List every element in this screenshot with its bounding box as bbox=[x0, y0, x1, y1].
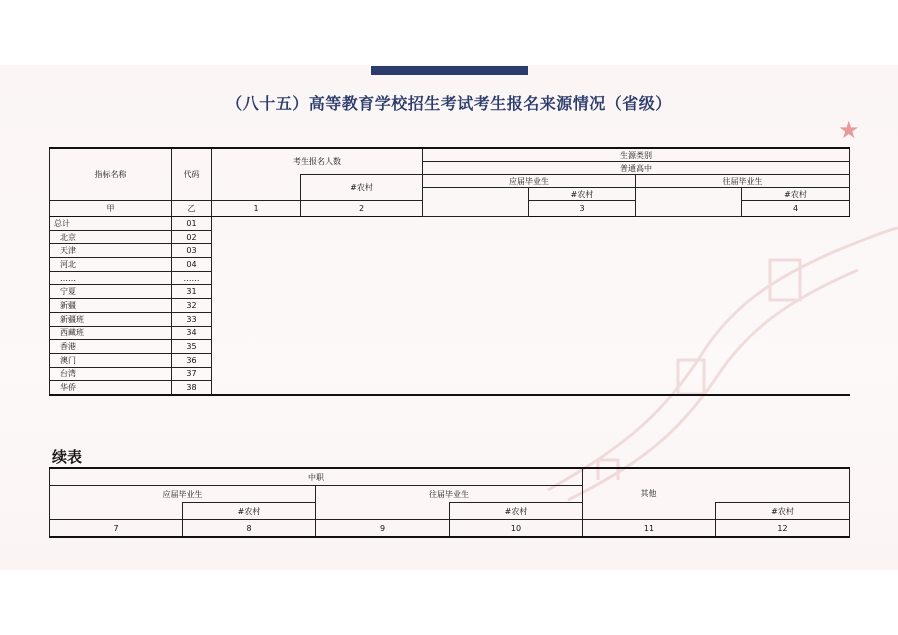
continued-table bbox=[49, 467, 850, 538]
row-name: …… bbox=[50, 271, 172, 285]
indicator-header: 指标名称 bbox=[50, 148, 172, 201]
row-name: 台湾 bbox=[50, 367, 172, 381]
row-name: 新疆班 bbox=[50, 312, 172, 326]
title-accent-bar bbox=[371, 66, 528, 75]
row-code: 35 bbox=[172, 340, 212, 354]
row-code: …… bbox=[172, 271, 212, 285]
row-name: 新疆 bbox=[50, 299, 172, 313]
code-header: 代码 bbox=[172, 148, 212, 201]
row-name: 北京 bbox=[50, 230, 172, 244]
row-code: 01 bbox=[172, 217, 212, 231]
row-name: 华侨 bbox=[50, 381, 172, 395]
col-number-2: 2 bbox=[301, 201, 423, 217]
col-number-12: 12 bbox=[716, 520, 850, 538]
past-graduates-header: 往届毕业生 bbox=[316, 486, 583, 503]
col-number-11: 11 bbox=[583, 520, 716, 538]
row-code: 36 bbox=[172, 353, 212, 367]
col-number-10: 10 bbox=[450, 520, 583, 538]
page-title: （八十五）高等教育学校招生考试考生报名来源情况（省级） bbox=[226, 94, 672, 113]
secondary-vocational-header: 中职 bbox=[50, 468, 583, 486]
row-code: 38 bbox=[172, 381, 212, 395]
col-number-4: 4 bbox=[742, 201, 850, 217]
col-number-9: 9 bbox=[316, 520, 450, 538]
row-name: 香港 bbox=[50, 340, 172, 354]
star-icon: ★ bbox=[838, 116, 860, 144]
rural-header-10: #农村 bbox=[450, 503, 583, 520]
row-code: 31 bbox=[172, 285, 212, 299]
rural-header-12: #农村 bbox=[716, 503, 850, 520]
rural-header-8: #农村 bbox=[183, 503, 316, 520]
col-number-jia: 甲 bbox=[50, 201, 172, 217]
main-table bbox=[49, 147, 850, 396]
fresh-graduates-header: 应届毕业生 bbox=[423, 175, 636, 188]
continued-label: 续表 bbox=[52, 448, 83, 466]
col-number-7: 7 bbox=[50, 520, 183, 538]
applicants-header: 考生报名人数 bbox=[212, 148, 423, 175]
fresh-graduates-header: 应届毕业生 bbox=[50, 486, 316, 503]
past-graduates-header: 往届毕业生 bbox=[636, 175, 850, 188]
row-code: 34 bbox=[172, 326, 212, 340]
col-number-yi: 乙 bbox=[172, 201, 212, 217]
rural-header-4: #农村 bbox=[529, 188, 636, 201]
row-name: 宁夏 bbox=[50, 285, 172, 299]
col-number-8: 8 bbox=[183, 520, 316, 538]
row-name: 总计 bbox=[50, 217, 172, 231]
other-header: 其他 bbox=[640, 489, 657, 498]
rural-header-2: #农村 bbox=[301, 175, 423, 201]
row-name: 河北 bbox=[50, 258, 172, 272]
col-number-3: 3 bbox=[529, 201, 636, 217]
row-code: 33 bbox=[172, 312, 212, 326]
row-code: 04 bbox=[172, 258, 212, 272]
general-high-school-header: 普通高中 bbox=[423, 162, 850, 175]
row-code: 03 bbox=[172, 244, 212, 258]
row-name: 西藏班 bbox=[50, 326, 172, 340]
row-code: 32 bbox=[172, 299, 212, 313]
col-number-1: 1 bbox=[212, 201, 301, 217]
rural-header-6: #农村 bbox=[742, 188, 850, 201]
row-name: 天津 bbox=[50, 244, 172, 258]
row-code: 37 bbox=[172, 367, 212, 381]
row-name: 澳门 bbox=[50, 353, 172, 367]
source-category-header: 生源类别 bbox=[423, 148, 850, 162]
row-code: 02 bbox=[172, 230, 212, 244]
